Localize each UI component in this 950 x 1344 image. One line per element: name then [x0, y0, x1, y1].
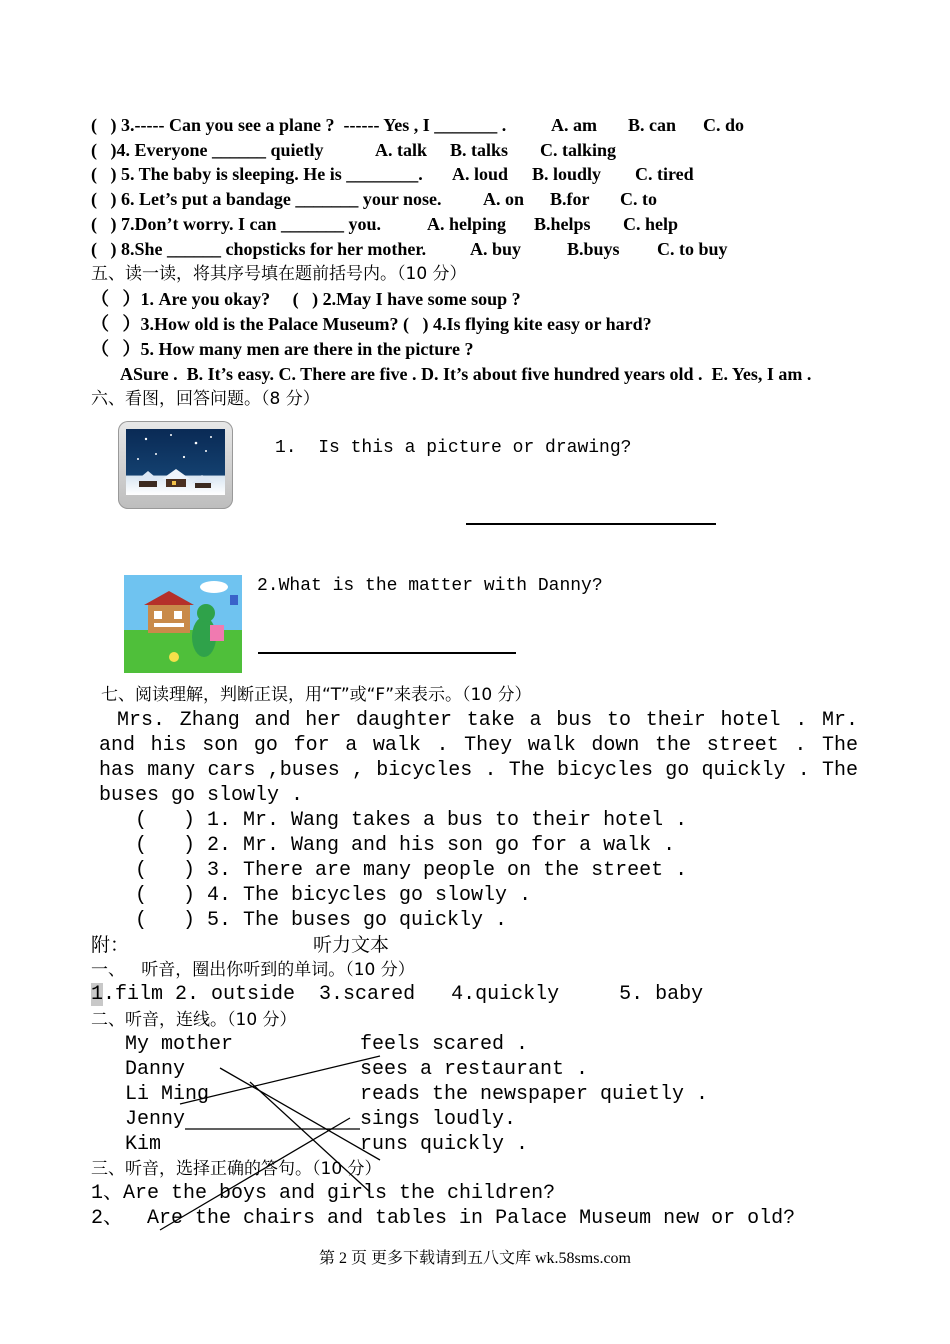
section5-line: （ ）1. Are you okay? ( ) 2.May I have some soup ?: [91, 289, 521, 309]
choice-option: C. to: [620, 189, 657, 209]
question-2: 2.What is the matter with Danny?: [257, 576, 603, 596]
tf-item: ( ) 3. There are many people on the street .: [135, 859, 688, 882]
tf-item: ( ) 1. Mr. Wang takes a bus to their hotel .: [135, 809, 688, 832]
choice-question: ( ) 5. The baby is sleeping. He is ________.: [91, 164, 423, 184]
choice-option: B. can: [628, 115, 677, 135]
tf-item: ( ) 4. The bicycles go slowly .: [135, 884, 532, 907]
match-left-item: Li Ming: [125, 1083, 210, 1106]
section7-title: 七、阅读理解，判断正误，用“T”或“F”来表示。（10 分）: [101, 685, 532, 705]
passage-line: buses go slowly .: [99, 784, 304, 807]
question-1: 1. Is this a picture or drawing?: [275, 438, 632, 458]
choice-option: C. talking: [540, 140, 617, 160]
passage-line: Mrs. Zhang and her daughter take a bus to their hotel . Mr.: [117, 709, 858, 732]
choice-option: A. talk: [375, 140, 428, 160]
choice-option: A. helping: [427, 214, 507, 234]
match-left-item: Kim: [125, 1133, 162, 1156]
choice-option: C. help: [623, 214, 679, 234]
choice-option: B. loudly: [532, 164, 602, 184]
choice-question: ( ) 6. Let’s put a bandage _______ your nose.: [91, 189, 442, 209]
choice-option: A. loud: [452, 164, 509, 184]
section5-line: （ ）5. How many men are there in the picture ?: [91, 339, 474, 359]
section5-line: （ ）3.How old is the Palace Museum? ( ) 4.Is flying kite easy or hard?: [91, 314, 652, 334]
match-left-item: Danny: [125, 1058, 186, 1081]
section5-title: 五、读一读，将其序号填在题前括号内。（10 分）: [91, 264, 467, 284]
choice-question: ( ) 3.----- Can you see a plane ? ------ Yes , I _______ .: [91, 115, 507, 135]
match-left-item: My mother: [125, 1033, 234, 1056]
match-left-item: Jenny: [125, 1108, 186, 1131]
choice-option: C. tired: [635, 164, 694, 184]
section6-title: 六、看图，回答问题。（8 分）: [91, 389, 320, 409]
appendix-title: 听力文本: [313, 934, 390, 956]
word-list: .film 2. outside 3.scared 4.quickly 5. baby: [103, 983, 704, 1006]
choice-option: C. to buy: [657, 239, 728, 259]
page-footer: 第 2 页 更多下载请到五八文库 wk.58sms.com: [318, 1250, 631, 1267]
choice-option: B.for: [550, 189, 590, 209]
passage-line: has many cars ,buses , bicycles . The bicycles go quickly . The: [99, 759, 858, 782]
match-line: [180, 1056, 380, 1104]
match-right-item: sees a restaurant .: [360, 1058, 589, 1081]
choice-option: B.buys: [567, 239, 620, 259]
listening-s2-title: 二、听音，连线。（10 分）: [91, 1010, 297, 1030]
passage-line: and his son go for a walk . They walk down the street . The: [99, 734, 858, 757]
appendix-label: 附：: [91, 934, 130, 956]
listening-s1-title: 一、 听音，圈出你听到的单词。（10 分）: [91, 960, 415, 980]
match-right-item: feels scared .: [360, 1033, 529, 1056]
choice-option: A. am: [551, 115, 597, 135]
tf-item: ( ) 2. Mr. Wang and his son go for a walk .: [135, 834, 676, 857]
listening-s3-title: 三、听音，选择正确的答句。（10 分）: [91, 1159, 382, 1179]
choice-question: ( )4. Everyone ______ quietly: [91, 140, 324, 160]
choice-question: ( ) 7.Don’t worry. I can _______ you.: [91, 214, 381, 234]
highlighted-number: 1: [91, 983, 104, 1006]
match-line: [220, 1068, 380, 1160]
choice-option: A. buy: [470, 239, 522, 259]
choice-question: ( ) 8.She ______ chopsticks for her mother.: [91, 239, 427, 259]
choice-option: B.helps: [534, 214, 591, 234]
tf-item: ( ) 5. The buses go quickly .: [135, 909, 508, 932]
choice-option: B. talks: [450, 140, 509, 160]
match-right-item: runs quickly .: [360, 1133, 529, 1156]
choice-option: C. do: [703, 115, 745, 135]
listening-s3-item: 2、 Are the chairs and tables in Palace Museum new or old?: [91, 1207, 796, 1230]
match-right-item: sings loudly.: [360, 1108, 517, 1131]
choice-option: A. on: [483, 189, 525, 209]
listening-s3-item: 1、Are the boys and girls the children?: [91, 1182, 556, 1205]
match-right-item: reads the newspaper quietly .: [360, 1083, 709, 1106]
section5-answers: ASure . B. It’s easy. C. There are five . D. It’s about five hundred years old . E. Yes, I am .: [120, 364, 812, 384]
